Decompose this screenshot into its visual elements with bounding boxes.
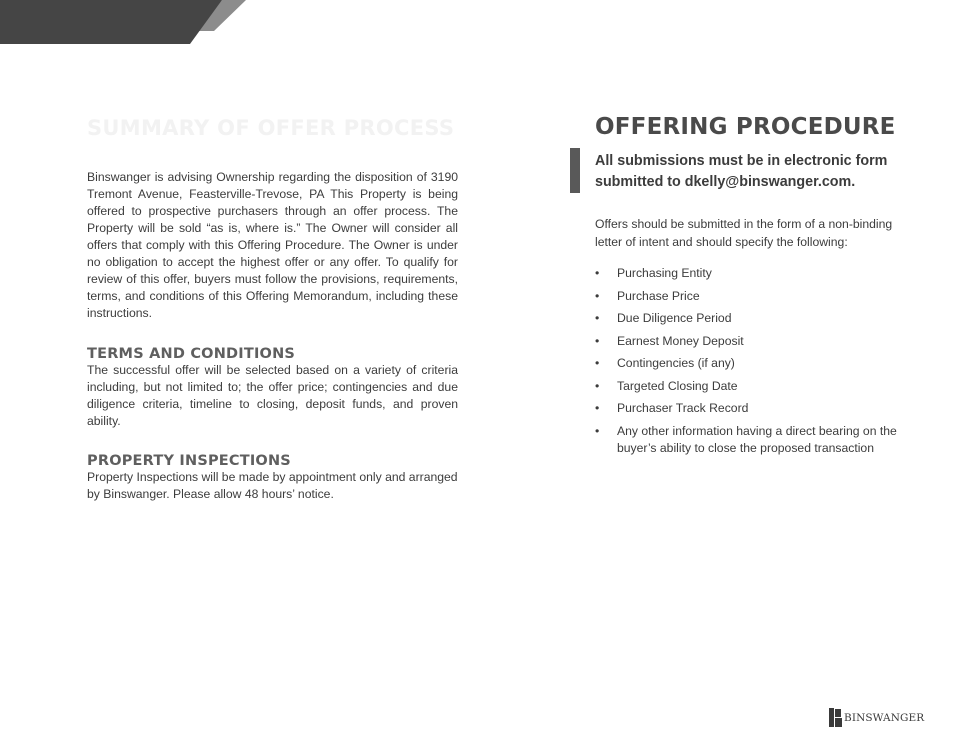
callout-text bbox=[595, 151, 915, 193]
bullet-icon: • bbox=[595, 333, 600, 348]
header-band-dark bbox=[0, 0, 222, 44]
callout-prefix: All submissions must be in electronic form submitted to bbox=[595, 153, 888, 190]
list-item-label: Due Diligence Period bbox=[617, 311, 732, 325]
list-item-label: Purchaser Track Record bbox=[617, 401, 749, 415]
terms-text: The successful offer will be selected based on a variety of criteria including, but not limited to; the offer price; contingencies and due diligence criteria, timeline to closing, deposit funds, and proven ability. bbox=[87, 363, 458, 428]
list-item-label: Any other information having a direct bearing on the buyer’s ability to close the proposed transaction bbox=[617, 423, 897, 455]
list-item-label: Earnest Money Deposit bbox=[617, 333, 744, 348]
bullet-icon: • bbox=[595, 266, 600, 280]
header-band bbox=[0, 0, 260, 46]
bullet-icon: • bbox=[595, 356, 600, 370]
bullet-icon: • bbox=[595, 401, 600, 415]
bullet-icon: • bbox=[595, 311, 600, 325]
requirements-list bbox=[595, 265, 915, 458]
list-item bbox=[595, 288, 915, 306]
terms-heading: TERMS AND CONDITIONS bbox=[87, 346, 296, 362]
submission-callout bbox=[595, 151, 915, 193]
callout-suffix: . bbox=[851, 174, 856, 190]
summary-intro-text: Binswanger is advising Ownership regarding the disposition of 3190 Tremont Avenue, Feasterville-Trevose, PA This Property is being offered to prospective purchasers through an offer process. The Property will be sold “as is, where is.” The Owner will consider all offers that comply with this Offering Procedure. The Owner is under no obligation to accept the highest offer or any offer. To qualify for review of this offer, buyers must follow the provisions, requirements, terms, and conditions of this Offering Memorandum, including these instructions. bbox=[87, 170, 458, 320]
right-column bbox=[595, 114, 915, 463]
bullet-icon: • bbox=[595, 423, 600, 438]
list-item-label: Purchase Price bbox=[617, 288, 700, 303]
list-item bbox=[595, 265, 915, 283]
list-item-label: Purchasing Entity bbox=[617, 266, 712, 280]
email-link[interactable]: dkelly@binswanger.com bbox=[684, 174, 852, 190]
list-item-label: Targeted Closing Date bbox=[617, 378, 738, 393]
list-item bbox=[595, 423, 915, 458]
list-item bbox=[595, 310, 915, 328]
list-item-label: Contingencies (if any) bbox=[617, 356, 735, 370]
binswanger-logo bbox=[829, 708, 924, 727]
bullet-icon: • bbox=[595, 378, 600, 393]
offers-text: Offers should be submitted in the form of a non-binding letter of intent and should specify the following: bbox=[595, 217, 893, 249]
logo-text: BINSWANGER bbox=[844, 711, 925, 724]
inspections-heading: PROPERTY INSPECTIONS bbox=[87, 453, 291, 469]
left-column bbox=[87, 116, 458, 503]
inspections-text: Property Inspections will be made by appointment only and arranged by Binswanger. Please allow 48 hours’ notice. bbox=[87, 470, 458, 501]
list-item bbox=[595, 378, 915, 396]
bullet-icon: • bbox=[595, 288, 600, 303]
list-item bbox=[595, 333, 915, 351]
summary-title: SUMMARY OF OFFER PROCESS bbox=[87, 116, 455, 140]
list-item bbox=[595, 400, 915, 418]
list-item bbox=[595, 355, 915, 373]
binswanger-logo-icon bbox=[829, 708, 842, 727]
callout-accent-bar bbox=[570, 148, 580, 193]
offering-procedure-title: OFFERING PROCEDURE bbox=[595, 114, 896, 140]
